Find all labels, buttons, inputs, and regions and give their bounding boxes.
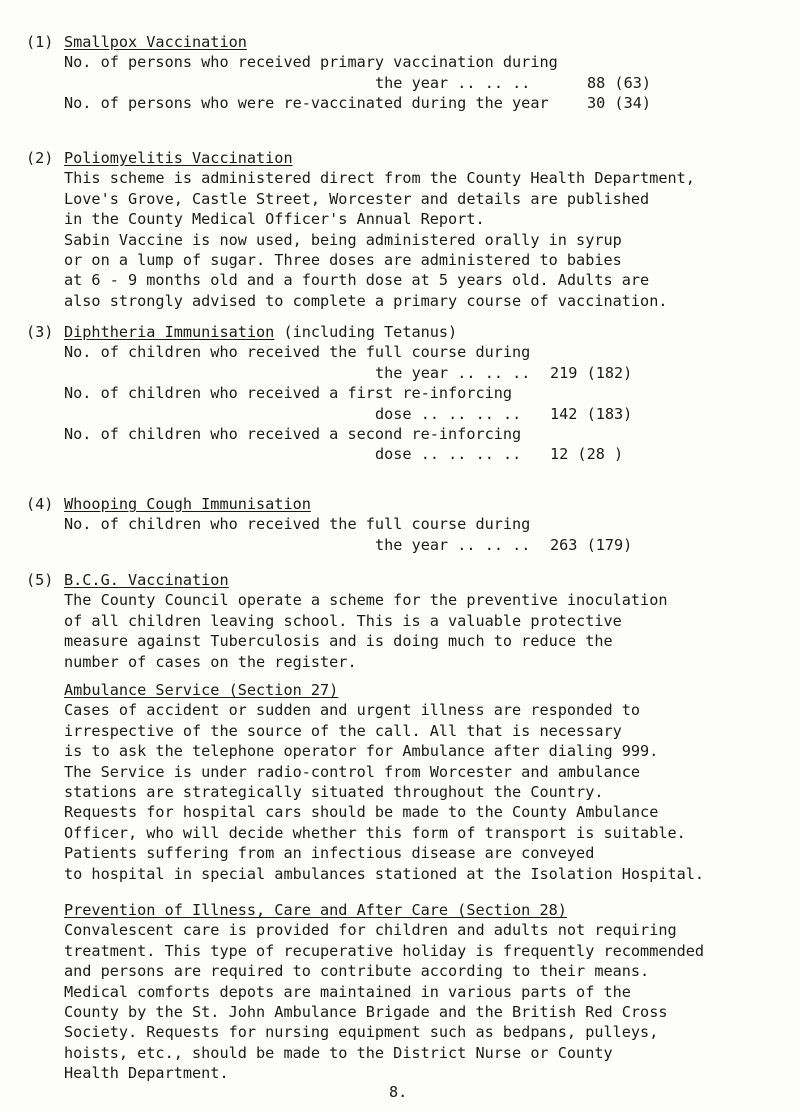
section-heading: Ambulance Service (Section 27) bbox=[64, 681, 339, 699]
text-line: or on a lump of sugar. Three doses are administered to babies bbox=[64, 250, 622, 269]
text-line: is to ask the telephone operator for Ambulance after dialing 999. bbox=[64, 742, 659, 761]
text-line: treatment. This type of recuperative holiday is frequently recommended bbox=[64, 941, 705, 960]
section-number: (4) bbox=[26, 495, 54, 513]
section-heading: Poliomyelitis Vaccination bbox=[64, 149, 293, 167]
section-number: (3) bbox=[26, 323, 54, 341]
text-line: number of cases on the register. bbox=[64, 652, 357, 671]
text-line: at 6 - 9 months old and a fourth dose at 5 years old. Adults are bbox=[64, 271, 650, 290]
section-number: (5) bbox=[26, 571, 54, 589]
text-line: Patients suffering from an infectious disease are conveyed bbox=[64, 844, 595, 863]
text-line: No. of children who received a first re-inforcing bbox=[64, 384, 513, 403]
text-line: stations are strategically situated throughout the Country. bbox=[64, 782, 604, 801]
text-line: Love's Grove, Castle Street, Worcester and details are published bbox=[64, 189, 650, 208]
text-line: Society. Requests for nursing equipment such as bedpans, pulleys, bbox=[64, 1023, 659, 1042]
section-heading: B.C.G. Vaccination bbox=[64, 571, 229, 589]
stat-value: 30 (34) bbox=[587, 94, 652, 113]
text-line: County by the St. John Ambulance Brigade and the British Red Cross bbox=[64, 1002, 668, 1021]
text-line: dose .. .. .. .. bbox=[375, 445, 522, 464]
text-line: the year .. .. .. bbox=[375, 363, 531, 382]
text-line: The Service is under radio-control from Worcester and ambulance bbox=[64, 762, 641, 781]
text-line: No. of persons who received primary vaccination during bbox=[64, 53, 558, 72]
section-heading: Prevention of Illness, Care and After Care (Section 28) bbox=[64, 901, 567, 919]
text-line: irrespective of the source of the call. All that is necessary bbox=[64, 721, 622, 740]
text-line: Cases of accident or sudden and urgent illness are responded to bbox=[64, 701, 641, 720]
text-line: No. of children who received a second re-inforcing bbox=[64, 424, 522, 443]
text-line: Medical comforts depots are maintained in various parts of the bbox=[64, 982, 631, 1001]
stat-value: 88 (63) bbox=[587, 73, 652, 92]
text-line: Sabin Vaccine is now used, being administered orally in syrup bbox=[64, 230, 622, 249]
text-line: Officer, who will decide whether this form of transport is suitable. bbox=[64, 823, 686, 842]
text-line: also strongly advised to complete a primary course of vaccination. bbox=[64, 291, 668, 310]
section-smallpox bbox=[26, 32, 652, 114]
text-line: and persons are required to contribute according to their means. bbox=[64, 962, 650, 981]
text-line: measure against Tuberculosis and is doing much to reduce the bbox=[64, 632, 613, 651]
text-line: The County Council operate a scheme for the preventive inoculation bbox=[64, 591, 668, 610]
text-line: the year .. .. .. bbox=[375, 73, 531, 92]
text-line: No. of children who received the full course during bbox=[64, 515, 531, 534]
text-line: of all children leaving school. This is a valuable protective bbox=[64, 611, 622, 630]
section-poliomyelitis bbox=[26, 148, 695, 311]
text-line: in the County Medical Officer's Annual Report. bbox=[64, 210, 485, 229]
section-number: (2) bbox=[26, 149, 54, 167]
text-line: Health Department. bbox=[64, 1064, 229, 1083]
text-line: the year .. .. .. bbox=[375, 535, 531, 554]
text-line: Requests for hospital cars should be made to the County Ambulance bbox=[64, 803, 659, 822]
text-line: This scheme is administered direct from the County Health Department, bbox=[64, 169, 695, 188]
text-line: hoists, etc., should be made to the District Nurse or County bbox=[64, 1043, 613, 1062]
section-prevention bbox=[64, 900, 704, 1084]
section-ambulance bbox=[64, 680, 704, 884]
text-line: to hospital in special ambulances stationed at the Isolation Hospital. bbox=[64, 864, 705, 883]
stat-value: 219 (182) bbox=[550, 363, 633, 382]
section-bcg bbox=[26, 570, 667, 672]
section-heading: Diphtheria Immunisation bbox=[64, 323, 275, 341]
stat-value: 12 (28 ) bbox=[550, 445, 624, 464]
section-heading-note: (including Tetanus) bbox=[274, 323, 458, 341]
page-number: 8. bbox=[389, 1083, 408, 1101]
section-number: (1) bbox=[26, 33, 54, 51]
text-line: No. of persons who were re-vaccinated during the year bbox=[64, 94, 549, 113]
text-line: No. of children who received the full course during bbox=[64, 343, 531, 362]
text-line: Convalescent care is provided for children and adults not requiring bbox=[64, 921, 677, 940]
stat-value: 142 (183) bbox=[550, 404, 633, 423]
section-whooping-cough bbox=[26, 494, 633, 555]
section-heading: Whooping Cough Immunisation bbox=[64, 495, 311, 513]
section-heading: Smallpox Vaccination bbox=[64, 33, 247, 51]
stat-value: 263 (179) bbox=[550, 535, 633, 554]
text-line: dose .. .. .. .. bbox=[375, 404, 522, 423]
section-diphtheria bbox=[26, 322, 633, 465]
